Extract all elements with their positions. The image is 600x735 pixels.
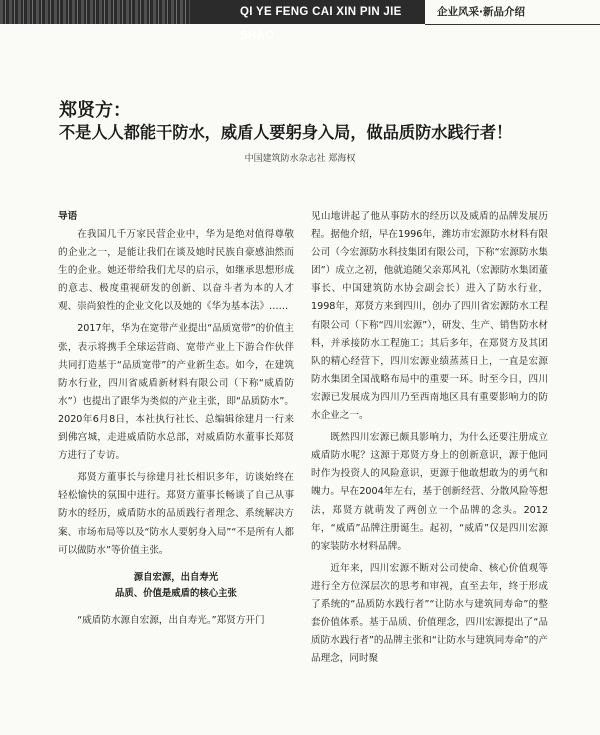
header-banner	[0, 0, 425, 42]
body-paragraph: 近年来，四川宏源不断对公司使命、核心价值观等进行全方位深层次的思考和审视，直至去年，终于形成了系统的“品质防水践行者”“让防水与建筑同寿命”的整套价值体系。基于品质、价值理念，四川宏源提出了“品质防水践行者”的品牌主张和“让防水与建筑同寿命”的产品理念，同时聚	[311, 562, 548, 665]
body-paragraph: “威盾防水源自宏源，出自寿光。”郑贤方开门	[77, 614, 265, 626]
right-column	[311, 208, 548, 668]
header-pattern	[0, 0, 190, 24]
article-byline: 中国建筑防水杂志社 郑海权	[244, 154, 356, 164]
body-paragraph: 2017年，华为在宽带产业提出“品质宽带”的价值主张，表示将携手全球运营商、宽带产业上下游合作伙伴共同打造基于“品质宽带”的产业新生态。如今，在建筑防水行业，四川省威盾新材料有限公司（下称“威盾防水”）也提出了跟华为类似的产业主张，即“品质防水”。2020年6月8日，本社执行社长、总编辑徐建月一行来到佛宫城，走进威盾防水总部，对威盾防水董事长郑贤方进行了专访。	[58, 323, 294, 462]
section-subhead: 源自宏源，出自寿光	[133, 571, 219, 583]
left-column	[58, 208, 294, 630]
body-paragraph: 见山地讲起了他从事防水的经历以及威盾的品牌发展历程。据他介绍，早在1996年，潍坊市宏源防水材料有限公司（今宏源防水科技集团有限公司，下称“宏源防水集团”）成立之初，他就追随父亲郑风礼（宏源防水集团董事长、中国建筑防水协会副会长）进入了防水行业，1998年，郑贤方来到四川，创办了四川省宏源防水工程有限公司（下称“四川宏源”），研发、生产、销售防水材料，并承接防水工程施工；其后多年，在郑贤方及其团队的精心经营下，四川宏源业绩蒸蒸日上，一直是宏源防水集团全国战略布局中的重要一环。时至今日，四川宏源已发展成为四川乃至西南地区具有重要影响力的防水企业之一。	[311, 211, 548, 422]
lead-paragraph: 在我国几千万家民营企业中，华为是绝对值得尊敬的企业之一，是能让我们在谈及她时民族自豪感油然而生的企业。她还带给我们尤尽的启示，如继承思想形成的意志、极度重视研发的创新、以奋斗者为本的人才观、崇尚狼性的企业文化以及她的《华为基本法》……	[58, 229, 294, 313]
article-title-name: 郑贤方：	[59, 100, 131, 121]
lead-label: 导语	[58, 211, 78, 222]
article-title: 不是人人都能干防水，威盾人要躬身入局，做品质防水践行者！	[59, 123, 513, 142]
body-paragraph: 既然四川宏源已颇具影响力，为什么还要注册成立威盾防水呢？这源于郑贤方身上的创新意识，源于他同时作为投资人的风险意识，更源于他敢想敢为的勇气和魄力。早在2004年左右，基于创新经营、分散风险等想法，郑贤方就萌发了两创立一个品牌的念头。2012年，“威盾”品牌注册诞生。起初，“威盾”仅是四川宏源的家装防水材料品牌。	[311, 432, 548, 552]
header-divider	[425, 24, 600, 25]
section-label: 企业风采·新品介绍	[437, 6, 525, 18]
section-subhead: 品质、价值是威盾的核心主张	[115, 587, 237, 599]
header-pinyin: QI YE FENG CAI XIN PIN JIE SHAO	[240, 6, 402, 42]
body-paragraph: 郑贤方董事长与徐建月社长相识多年，访谈始终在轻松愉快的氛围中进行。郑贤方董事长畅谈了自己从事防水的经历，威盾防水的品质践行者理念、系统解决方案、市场布局等以及“防水人要躬身入局”“不是所有人都可以做防水”等价值主张。	[58, 472, 294, 556]
